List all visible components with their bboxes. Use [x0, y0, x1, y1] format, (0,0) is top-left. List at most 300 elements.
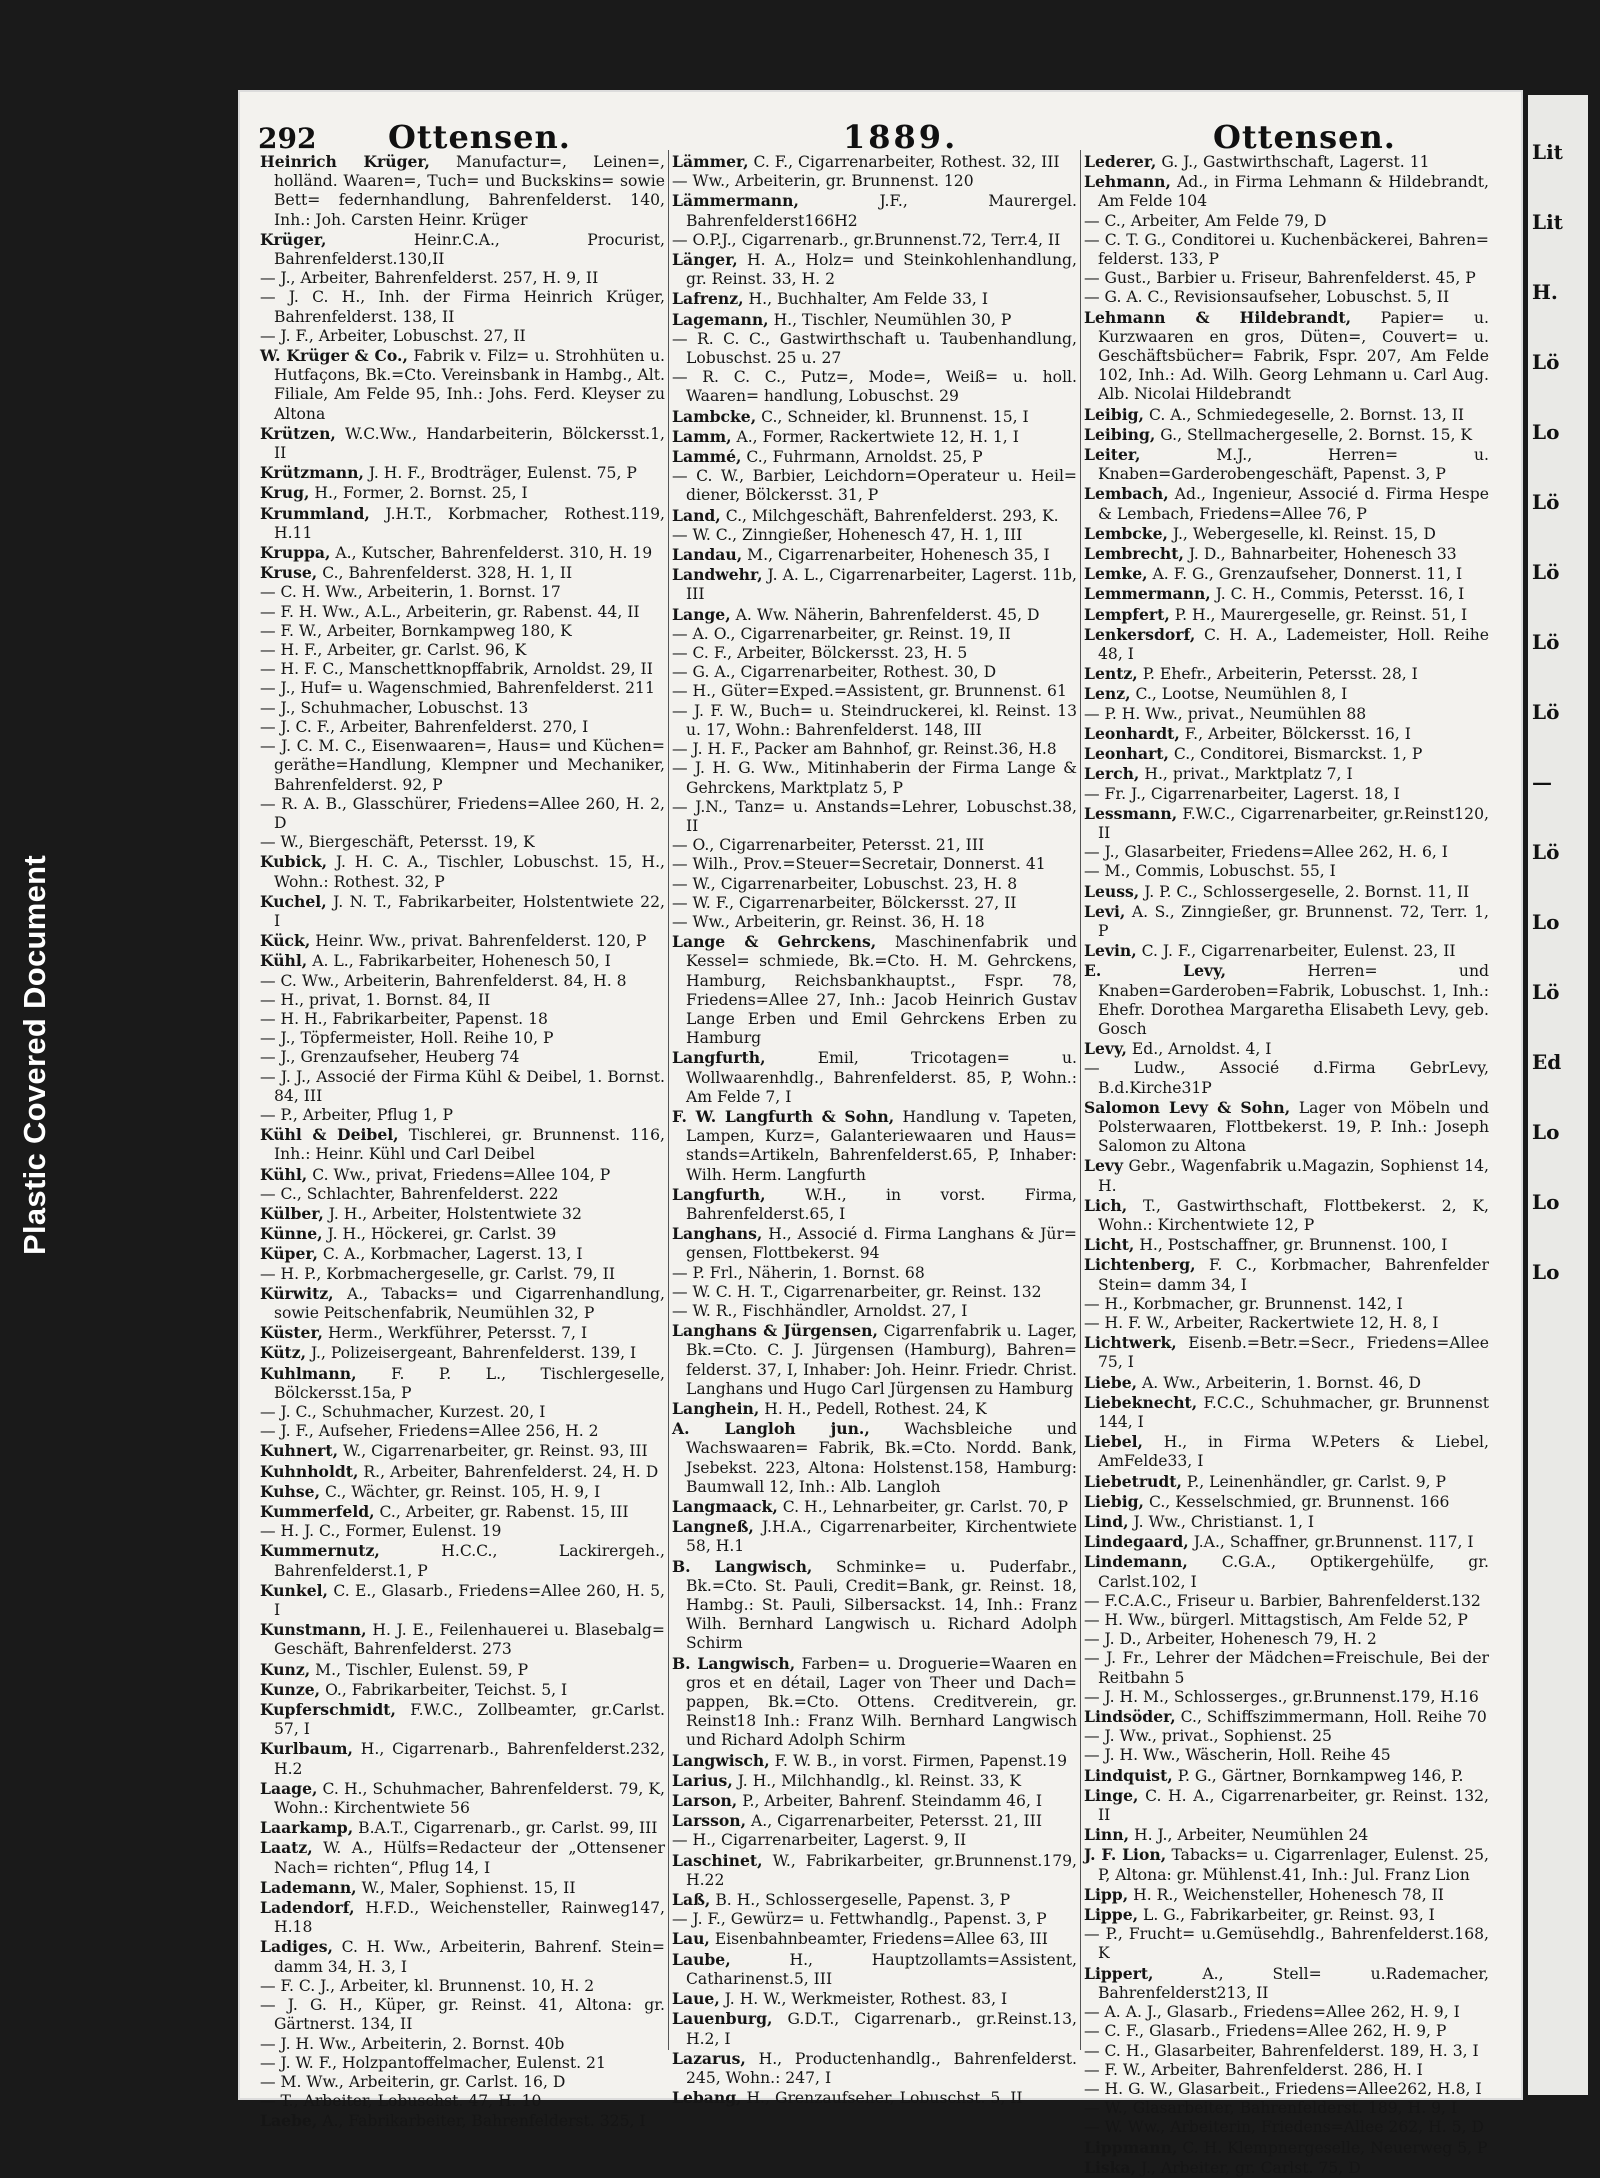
edge-fragment: Lö	[1532, 630, 1560, 654]
directory-entry	[260, 991, 665, 1010]
entry-details: — J.N., Tanz= u. Anstands=Lehrer, Lobuschst.38, II	[672, 797, 1077, 835]
entry-details: H., Postschaffner, gr. Brunnenst. 100, I	[1139, 1236, 1448, 1255]
entry-details: J., Arbeiter, gr. Carlst. 75, D	[1140, 2158, 1361, 2177]
directory-entry	[1084, 1746, 1489, 1765]
entry-name: Langwisch,	[672, 1750, 770, 1770]
directory-entry	[1084, 744, 1489, 764]
entry-name: Laube,	[672, 1949, 731, 1969]
entry-name: Lembach,	[1084, 484, 1169, 504]
entry-name: Lämmermann,	[672, 191, 799, 211]
entry-name: Lagemann,	[672, 309, 769, 329]
entry-details: H. A., Holz= und Steinkohlenhandlung, gr. Reinst. 33, H. 2	[686, 251, 1077, 289]
entry-details: C., Schiffszimmermann, Holl. Reihe 70	[1180, 1708, 1487, 1727]
edge-fragment: Lö	[1532, 560, 1560, 584]
entry-details: J., Webergeselle, kl. Reinst. 15, D	[1172, 524, 1436, 543]
entry-name: Kunz,	[260, 1659, 311, 1679]
entry-details: A., Stell= u.Rademacher, Bahrenfelderst213, II	[1098, 1964, 1489, 2002]
entry-details: — J., Schuhmacher, Lobuschst. 13	[260, 698, 529, 717]
entry-details: — J., Grenzaufseher, Heuberg 74	[260, 1048, 520, 1067]
entry-details: J. D., Bahnarbeiter, Hohenesch 33	[1188, 545, 1457, 564]
entry-name: Künne,	[260, 1224, 323, 1244]
directory-entry	[1084, 1059, 1489, 1097]
entry-details: C. A., Korbmacher, Lagerst. 13, I	[322, 1245, 583, 1264]
entry-details: C. F., Cigarrenarbeiter, Rothest. 32, III	[753, 153, 1060, 171]
entry-details: — F.C.A.C., Friseur u. Barbier, Bahrenfelderst.132	[1084, 1591, 1481, 1610]
side-label: Plastic Covered Document	[17, 855, 52, 1255]
directory-entry	[672, 1321, 1077, 1399]
entry-name: Lindemann,	[1084, 1552, 1188, 1572]
entry-name: Kruppa,	[260, 543, 331, 563]
entry-name: Kütz,	[260, 1343, 307, 1363]
directory-entry	[1084, 2003, 1489, 2022]
directory-entry	[1084, 1905, 1489, 1925]
directory-entry	[260, 1125, 665, 1164]
directory-entry	[1084, 172, 1489, 211]
entry-name: Kupferschmidt,	[260, 1700, 396, 1720]
directory-entry	[1084, 1592, 1489, 1611]
directory-entry	[260, 737, 665, 795]
edge-fragment: Lit	[1532, 210, 1563, 234]
entry-details: — Wilh., Prov.=Steuer=Secretair, Donnerst. 41	[672, 855, 1046, 874]
entry-name: Leuss,	[1084, 881, 1140, 901]
entry-name: Küper,	[260, 1244, 318, 1264]
directory-entry	[260, 463, 665, 483]
entry-details: A., Cigarrenarbeiter, Petersst. 21, III	[750, 1812, 1042, 1831]
directory-entry	[260, 2035, 665, 2054]
directory-entry	[1084, 308, 1489, 405]
directory-entry	[260, 1185, 665, 1204]
directory-entry	[1084, 2138, 1489, 2158]
directory-entry	[672, 663, 1077, 682]
entry-details: — Ludw., Associé d.Firma GebrLevy, B.d.Kirche31P	[1084, 1059, 1489, 1097]
entry-name: Lerch,	[1084, 764, 1140, 784]
entry-details: H., Hauptzollamts=Assistent, Catharinenst.5, III	[686, 1950, 1077, 1988]
entry-name: A. Langloh jun.,	[672, 1419, 870, 1439]
directory-entry	[672, 1048, 1077, 1107]
directory-entry	[1084, 1649, 1489, 1687]
entry-name: Kürwitz,	[260, 1283, 334, 1303]
directory-entry	[1084, 1532, 1489, 1552]
entry-details: Cigarrenfabrik u. Lager, Bk.=Cto. C. J. Jürgensen (Hamburg), Bahren= felderst. 37, I, Inhaber: Joh. Heinr. Friedr. Christ. Langhans und Hugo Carl Jürgensen zu Hamburg	[686, 1322, 1077, 1398]
entry-name: J. F. Lion,	[1084, 1845, 1167, 1865]
entry-name: Kunstmann,	[260, 1620, 367, 1640]
entry-details: J.A., Schaffner, gr.Brunnenst. 117, I	[1193, 1533, 1474, 1552]
directory-entry	[1084, 1196, 1489, 1235]
entry-details: T., Gastwirthschaft, Flottbekerst. 2, K, Wohn.: Kirchentwiete 12, P	[1098, 1196, 1489, 1234]
page-year: 1889.	[843, 118, 959, 156]
entry-details: — W., Glasarbeiter, Bahrenfelderst. 189, H. 9, I	[1084, 2099, 1458, 2118]
entry-name: Kuchel,	[260, 891, 327, 911]
directory-entry	[672, 1890, 1077, 1910]
entry-details: — C. F., Arbeiter, Bölckersst. 23, H. 5	[672, 644, 968, 663]
directory-entry	[1084, 1295, 1489, 1314]
entry-details: H., Buchhalter, Am Felde 33, I	[748, 290, 989, 309]
entry-name: Langmaack,	[672, 1497, 778, 1517]
entry-details: J. H., Milchhandlg., kl. Reinst. 33, K	[737, 1771, 1022, 1790]
directory-entry	[1084, 605, 1489, 625]
directory-entry	[672, 875, 1077, 894]
entry-name: Liebig,	[1084, 1491, 1144, 1511]
entry-name: Lamm,	[672, 426, 732, 446]
entry-details: J. P. C., Schlossergeselle, 2. Bornst. 11, II	[1144, 882, 1470, 901]
entry-details: J. C. H., Commis, Petersst. 16, I	[1215, 585, 1465, 604]
directory-entry	[672, 1185, 1077, 1224]
entry-details: — H. H., Fabrikarbeiter, Papenst. 18	[260, 1009, 548, 1028]
entry-details: — T., Arbeiter, Lobuschst. 47, H. 10	[260, 2092, 542, 2111]
directory-entry	[1084, 1512, 1489, 1532]
entry-details: P. G., Gärtner, Bornkampweg 146, P.	[1177, 1766, 1464, 1785]
entry-details: W.H., in vorst. Firma, Bahrenfelderst.65, I	[686, 1185, 1077, 1223]
entry-name: Laage,	[260, 1778, 318, 1798]
entry-details: Schminke= u. Puderfabr., Bk.=Cto. St. Pauli, Credit=Bank, gr. Reinst. 18, Hambg.: St. Pauli, Silbersackst. 14, Inh.: Franz Wilh. Bernhard Langwisch u. Richard Adolph Schirm	[686, 1557, 1077, 1653]
directory-entry	[672, 467, 1077, 505]
entry-details: C., Kesselschmied, gr. Brunnenst. 166	[1148, 1492, 1450, 1511]
entry-details: Handlung v. Tapeten, Lampen, Kurz=, Galanteriewaaren und Haus= stands=Artikeln, Bahrenfelderst.65, P, Inhaber: Wilh. Herm. Langfurth	[686, 1107, 1077, 1184]
page-number: 292	[258, 122, 317, 155]
directory-entry	[1084, 1611, 1489, 1630]
entry-details: — W. R., Fischhändler, Arnoldst. 27, I	[672, 1301, 968, 1320]
directory-entry	[672, 1517, 1077, 1556]
entry-details: — J., Glasarbeiter, Friedens=Allee 262, H. 6, I	[1084, 843, 1448, 862]
entry-name: Levy	[1084, 1156, 1124, 1176]
entry-details: Tischlerei, gr. Brunnenst. 116, Inh.: Heinr. Kühl und Carl Deibel	[274, 1126, 665, 1164]
entry-name: Lindsöder,	[1084, 1707, 1176, 1727]
entry-details: — J. F. W., Buch= u. Steindruckerei, kl. Reinst. 13 u. 17, Wohn.: Bahrenfelderst. 148, III	[672, 701, 1077, 739]
directory-entry	[672, 1283, 1077, 1302]
entry-details: C., Conditorei, Bismarckst. 1, P	[1173, 745, 1423, 764]
entry-details: C. Ww., privat, Friedens=Allee 104, P	[312, 1165, 611, 1184]
directory-entry	[672, 368, 1077, 406]
directory-entry	[260, 1010, 665, 1029]
entry-details: C., Fuhrmann, Arnoldst. 25, P	[746, 448, 983, 467]
directory-entry	[260, 660, 665, 679]
directory-entry	[672, 191, 1077, 230]
directory-entry	[672, 565, 1077, 604]
directory-entry	[260, 1818, 665, 1838]
entry-details: C. J. F., Cigarrenarbeiter, Eulenst. 23, II	[1141, 942, 1456, 961]
directory-entry	[1084, 1925, 1489, 1963]
entry-details: H., Productenhandlg., Bahrenfelderst. 245, Wohn.: 247, I	[686, 2049, 1077, 2087]
edge-fragment: Lo	[1532, 1190, 1560, 1214]
entry-details: J. H., Höckerei, gr. Carlst. 39	[327, 1225, 557, 1244]
entry-details: B.A.T., Cigarrenarb., gr. Carlst. 99, III	[358, 1819, 658, 1838]
directory-entry	[1084, 1786, 1489, 1825]
entry-details: — H., Güter=Exped.=Assistent, gr. Brunnenst. 61	[672, 682, 1067, 701]
entry-name: Lehmann,	[1084, 172, 1171, 192]
column-rule	[1080, 150, 1081, 2050]
directory-entry	[1084, 1393, 1489, 1432]
directory-entry	[1084, 2042, 1489, 2061]
entry-details: J.F., Maurergel. Bahrenfelderst166H2	[686, 192, 1077, 230]
entry-details: P., Arbeiter, Bahrenf. Steindamm 46, I	[742, 1792, 1043, 1811]
entry-name: Lichtenberg,	[1084, 1255, 1196, 1275]
directory-entry	[260, 679, 665, 698]
entry-details: C., Schneider, kl. Brunnenst. 15, I	[761, 407, 1029, 426]
directory-entry	[1084, 764, 1489, 784]
entry-details: — J. C. M. C., Eisenwaaren=, Haus= und Küchen= geräthe=Handlung, Klempner und Mechaniker, Bahrenfelderst. 92, P	[260, 737, 665, 794]
directory-page	[238, 90, 1523, 2177]
directory-entry	[672, 625, 1077, 644]
entry-name: Liebetrudt,	[1084, 1471, 1182, 1491]
entry-details: J. H. C. A., Tischler, Lobuschst. 15, H., Wohn.: Rothest. 32, P	[274, 853, 665, 891]
directory-entry	[1084, 1039, 1489, 1059]
directory-entry	[1084, 1964, 1489, 2003]
entry-name: Kühl,	[260, 951, 308, 971]
entry-details: — J. H. G. Ww., Mitinhaberin der Firma Lange & Gehrckens, Marktplatz 5, P	[672, 759, 1077, 797]
directory-entry	[1084, 1472, 1489, 1492]
entry-details: — F. H. Ww., A.L., Arbeiterin, gr. Rabenst. 44, II	[260, 602, 640, 621]
entry-details: P., Leinenhändler, gr. Carlst. 9, P	[1186, 1472, 1447, 1491]
directory-entry	[260, 1700, 665, 1739]
directory-entry	[260, 2073, 665, 2092]
entry-name: Salomon Levy & Sohn,	[1084, 1097, 1291, 1117]
entry-details: — J. H. M., Schlosserges., gr.Brunnenst.179, H.16	[1084, 1687, 1479, 1706]
directory-entry	[1084, 544, 1489, 564]
entry-name: Larson,	[672, 1791, 738, 1811]
directory-entry	[260, 1462, 665, 1482]
entry-details: — W. C., Zinngießer, Hohenesch 47, H. 1, III	[672, 525, 1023, 544]
entry-details: — F. C. J., Arbeiter, kl. Brunnenst. 10, H. 2	[260, 1976, 595, 1995]
entry-details: A., Fabrikarbeiter, Bahrenfelderst. 325, I	[322, 2112, 646, 2131]
directory-entry	[1084, 1845, 1489, 1884]
directory-entry	[260, 1364, 665, 1403]
entry-name: Külber,	[260, 1203, 324, 1223]
entry-details: Ed., Arnoldst. 4, I	[1131, 1040, 1272, 1059]
entry-details: — C. H., Glasarbeiter, Bahrenfelderst. 189, H. 3, I	[1084, 2041, 1479, 2060]
directory-entry	[672, 1989, 1077, 2009]
entry-details: Ad., Ingenieur, Associé d. Firma Hespe & Lembach, Friedens=Allee 76, P	[1098, 485, 1489, 523]
entry-details: W.C.Ww., Handarbeiterin, Bölckersst.1, II	[274, 424, 665, 463]
directory-entry	[1084, 1156, 1489, 1195]
directory-entry	[260, 563, 665, 583]
directory-entry	[672, 1419, 1077, 1497]
edge-fragment: Lö	[1532, 980, 1560, 1004]
entry-details: — H., Korbmacher, gr. Brunnenst. 142, I	[1084, 1294, 1403, 1313]
entry-details: Heinr.C.A., Procurist, Bahrenfelderst.130,II	[274, 230, 665, 269]
directory-entry	[260, 1581, 665, 1620]
directory-entry	[260, 1165, 665, 1185]
directory-entry	[1084, 1432, 1489, 1471]
entry-details: C., Lootse, Neumühlen 8, I	[1135, 685, 1348, 704]
directory-entry	[260, 951, 665, 971]
directory-entry	[672, 1264, 1077, 1283]
entry-name: Landwehr,	[672, 565, 763, 585]
entry-details: — M., Commis, Lobuschst. 55, I	[1084, 862, 1336, 881]
directory-entry	[1084, 231, 1489, 269]
entry-details: — W. C. H. T., Cigarrenarbeiter, gr. Reinst. 132	[672, 1282, 1042, 1301]
directory-entry	[1084, 445, 1489, 484]
entry-details: — C. W., Barbier, Leichdorn=Operateur u. Heil= diener, Bölckersst. 31, P	[672, 467, 1077, 505]
entry-details: H., Grenzaufseher, Lobuschst. 5, II	[746, 2089, 1023, 2108]
entry-details: J., Polizeisergeant, Bahrenfelderst. 139, I	[311, 1344, 637, 1363]
entry-name: Langfurth,	[672, 1184, 766, 1204]
entry-name: Liebel,	[1084, 1432, 1143, 1452]
edge-fragment: Lo	[1532, 1120, 1560, 1144]
entry-details: — R. C. C., Putz=, Mode=, Weiß= u. holl. Waaren= handlung, Lobuschst. 29	[672, 368, 1077, 406]
page-title-left: Ottensen.	[388, 118, 571, 156]
directory-entry	[672, 1654, 1077, 1751]
entry-name: Lichtwerk,	[1084, 1333, 1177, 1353]
directory-entry	[1084, 882, 1489, 902]
entry-details: C., Arbeiter, gr. Rabenst. 15, III	[379, 1503, 629, 1522]
entry-name: Lentz,	[1084, 664, 1138, 684]
entry-name: Laarkamp,	[260, 1818, 354, 1838]
entry-details: Lager von Möbeln und Polsterwaaren, Flottbekerst. 19, P. Inh.: Joseph Salomon zu Altona	[1098, 1098, 1489, 1156]
entry-name: Langfurth,	[672, 1048, 766, 1068]
directory-entry	[672, 506, 1077, 526]
entry-details: F.W.C., Zollbeamter, gr.Carlst. 57, I	[274, 1701, 665, 1739]
entry-name: Lenz,	[1084, 684, 1131, 704]
entry-name: E. Levy,	[1084, 961, 1227, 981]
directory-entry	[1084, 785, 1489, 804]
entry-name: Lafrenz,	[672, 289, 744, 309]
entry-details: — G. A. C., Revisionsaufseher, Lobuschst. 5, II	[1084, 288, 1450, 307]
directory-entry	[672, 152, 1077, 172]
entry-name: B. Langwisch,	[672, 1653, 796, 1673]
entry-details: Papier= u. Kurzwaaren en gros, Düten=, Couvert= u. Geschäftsbücher= Fabrik, Fspr. 207, Am Felde 102, Inh.: Ad. Wilh. Georg Lehmann u. Carl Aug. Alb. Nicolai Hildebrandt	[1098, 308, 1489, 404]
directory-entry	[1084, 961, 1489, 1039]
entry-name: Kummernutz,	[260, 1541, 380, 1561]
directory-entry	[260, 1422, 665, 1441]
entry-details: — F. W., Arbeiter, Bahrenfelderst. 286, H. I	[1084, 2060, 1423, 2079]
directory-entry	[260, 1522, 665, 1541]
entry-details: — A. O., Cigarrenarbeiter, gr. Reinst. 19, II	[672, 624, 1011, 643]
edge-fragment: Lö	[1532, 700, 1560, 724]
directory-entry	[672, 1791, 1077, 1811]
directory-entry	[672, 1557, 1077, 1654]
directory-entry	[260, 1265, 665, 1284]
entry-details: — J. G. H., Küper, gr. Reinst. 41, Altona: gr. Gärtnerst. 134, II	[260, 1996, 665, 2034]
directory-entry	[1084, 564, 1489, 584]
entry-details: — H., privat, 1. Bornst. 84, II	[260, 990, 491, 1009]
directory-entry	[672, 759, 1077, 797]
entry-name: Kuhse,	[260, 1481, 321, 1501]
entry-name: Licht,	[1084, 1235, 1135, 1255]
directory-entry	[260, 269, 665, 288]
entry-details: Heinr. Ww., privat. Bahrenfelderst. 120, P	[315, 932, 647, 951]
entry-details: A. Ww. Näherin, Bahrenfelderst. 45, D	[735, 605, 1040, 624]
entry-details: L. G., Fabrikarbeiter, gr. Reinst. 93, I	[1143, 1906, 1435, 1925]
edge-fragment: —	[1532, 770, 1552, 794]
edge-fragment: Lö	[1532, 490, 1560, 514]
entry-details: Farben= u. Droguerie=Waaren en gros et en détail, Lager von Theer und Dach= pappen, Bk.=Cto. Ottens. Creditverein, gr. Reinst18 Inh.: Franz Wilh. Bernhard Langwisch und Richard Adolph Schirm	[686, 1654, 1077, 1750]
directory-entry	[1084, 584, 1489, 604]
entry-details: Gebr., Wagenfabrik u.Magazin, Sophienst 14, H.	[1098, 1157, 1489, 1195]
entry-details: J. Ww., Christianst. 1, I	[1133, 1513, 1315, 1532]
directory-entry	[672, 1910, 1077, 1929]
entry-name: Lindegaard,	[1084, 1532, 1189, 1552]
entry-details: H., Tischler, Neumühlen 30, P	[773, 310, 1012, 329]
entry-details: W., Fabrikarbeiter, gr.Brunnenst.179, H.22	[686, 1851, 1077, 1889]
directory-entry	[1084, 1373, 1489, 1393]
directory-entry	[1084, 2099, 1489, 2118]
column-2	[672, 152, 1077, 2108]
entry-details: F.W.C., Cigarrenarbeiter, gr.Reinst120, II	[1098, 804, 1489, 842]
directory-entry	[672, 1751, 1077, 1771]
directory-entry	[260, 2092, 665, 2111]
edge-fragment: Lö	[1532, 350, 1560, 374]
entry-details: J. A. L., Cigarrenarbeiter, Lagerst. 11b, III	[686, 566, 1077, 604]
directory-entry	[672, 1851, 1077, 1890]
directory-entry	[1084, 1688, 1489, 1707]
entry-name: Lessmann,	[1084, 803, 1178, 823]
entry-details: — H. F. C., Manschettknopffabrik, Arnoldst. 29, II	[260, 660, 653, 679]
entry-details: G., Stellmachergeselle, 2. Bornst. 15, K	[1160, 425, 1473, 444]
directory-entry	[1084, 1825, 1489, 1845]
entry-details: J. H. F., Brodträger, Eulenst. 75, P	[368, 464, 637, 483]
directory-entry	[672, 447, 1077, 467]
entry-details: C. H. Klempnergeselle, Neuerweg 5, P	[1182, 2138, 1488, 2157]
directory-entry	[672, 702, 1077, 740]
entry-details: H.C.C., Lackirergeh., Bahrenfelderst.1, P	[274, 1542, 665, 1580]
entry-name: Krug,	[260, 483, 310, 503]
directory-entry	[1084, 1333, 1489, 1372]
entry-name: Larius,	[672, 1770, 733, 1790]
entry-details: M., Tischler, Eulenst. 59, P	[315, 1660, 529, 1679]
entry-details: Herm., Werkführer, Petersst. 7, I	[327, 1324, 588, 1343]
entry-details: H.F.D., Weichensteller, Rainweg147, H.18	[274, 1899, 665, 1937]
directory-entry	[260, 1620, 665, 1659]
entry-name: Krummland,	[260, 503, 370, 523]
entry-details: — W. F., Cigarrenarbeiter, Bölckersst. 27, II	[672, 893, 1017, 912]
entry-details: F., Arbeiter, Bölckersst. 16, I	[1184, 724, 1411, 743]
directory-entry	[672, 330, 1077, 368]
directory-entry	[1084, 524, 1489, 544]
entry-details: — J. J., Associé der Firma Kühl & Deibel, 1. Bornst. 84, III	[260, 1067, 665, 1105]
directory-entry	[672, 1811, 1077, 1831]
directory-entry	[260, 833, 665, 852]
entry-details: Eisenb.=Betr.=Secr., Friedens=Allee 75, I	[1098, 1334, 1489, 1372]
entry-name: Leiter,	[1084, 445, 1141, 465]
directory-entry	[1084, 843, 1489, 862]
directory-entry	[1084, 1314, 1489, 1333]
entry-details: — J. H. Ww., Arbeiterin, 2. Bornst. 40b	[260, 2034, 565, 2053]
edge-fragment: Ed	[1532, 1050, 1562, 1074]
directory-entry	[672, 250, 1077, 289]
entry-details: F. W. B., in vorst. Firmen, Papenst.19	[774, 1751, 1067, 1770]
directory-entry	[1084, 664, 1489, 684]
entry-name: Kuhnert,	[260, 1441, 338, 1461]
entry-name: Langhein,	[672, 1399, 760, 1418]
entry-details: H., Associé d. Firma Langhans & Jür= gensen, Flottbekerst. 94	[686, 1225, 1077, 1263]
directory-entry	[1084, 1766, 1489, 1786]
directory-entry	[1084, 2118, 1489, 2137]
directory-entry	[260, 603, 665, 622]
entry-details: H., in Firma W.Peters & Liebel, AmFelde33, I	[1098, 1433, 1489, 1471]
directory-entry	[672, 427, 1077, 447]
entry-details: F. C., Korbmacher, Bahrenfelder Stein= damm 34, I	[1098, 1256, 1489, 1294]
entry-details: C.G.A., Optikergehülfe, gr. Carlst.102, I	[1098, 1553, 1489, 1591]
directory-entry	[1084, 1552, 1489, 1591]
directory-entry	[672, 231, 1077, 250]
entry-name: Lich,	[1084, 1195, 1128, 1215]
directory-entry	[672, 1107, 1077, 1185]
entry-details: Manufactur=, Leinen=, holländ. Waaren=, Tuch= und Buckskins= sowie Bett= federnhandlung, Bahrenfelderst. 140, Inh.: Joh. Carsten Heinr. Krüger	[274, 153, 665, 229]
entry-details: G.D.T., Cigarrenarb., gr.Reinst.13, H.2, I	[686, 2010, 1077, 2048]
directory-entry	[260, 1878, 665, 1898]
entry-details: H., privat., Marktplatz 7, I	[1144, 765, 1353, 784]
entry-details: J. N. T., Fabrikarbeiter, Holstentwiete 22, I	[274, 892, 665, 930]
directory-entry	[672, 526, 1077, 545]
directory-entry	[260, 1068, 665, 1106]
entry-details: Tabacks= u. Cigarrenlager, Eulenst. 25, P, Altona: gr. Mühlenst.41, Inh.: Jul. Franz Lion	[1098, 1846, 1489, 1884]
edge-fragment: Lo	[1532, 420, 1560, 444]
entry-details: B. H., Schlossergeselle, Papenst. 3, P	[715, 1891, 1011, 1910]
entry-details: A. L., Fabrikarbeiter, Hohenesch 50, I	[312, 952, 611, 971]
entry-details: A., Former, Rackertwiete 12, H. 1, I	[736, 427, 1019, 446]
entry-details: — H. F. W., Arbeiter, Rackertwiete 12, H. 8, I	[1084, 1313, 1439, 1332]
directory-entry	[260, 1996, 665, 2034]
